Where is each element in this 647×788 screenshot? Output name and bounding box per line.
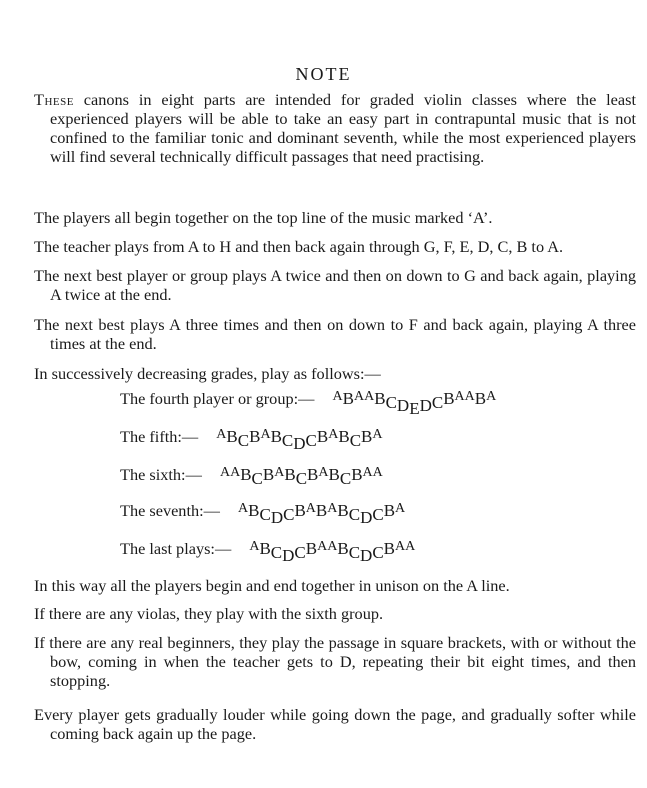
- note-letter: A: [327, 501, 338, 516]
- note-sequence: [249, 539, 416, 565]
- note-letter: B: [240, 465, 252, 484]
- note-letter: C: [385, 393, 397, 412]
- note-letter: D: [293, 434, 306, 453]
- note-letter: C: [295, 469, 308, 488]
- note-letter: A: [318, 465, 329, 480]
- next-best-three-paragraph: The next best plays A three times and then on down to F and back again, playing A three times at the end.: [34, 315, 636, 353]
- note-letter: A: [353, 389, 365, 404]
- note-letter: B: [337, 501, 349, 520]
- note-letter: C: [372, 543, 384, 562]
- note-letter: A: [332, 389, 343, 404]
- note-letter: C: [259, 505, 271, 524]
- note-letter: A: [216, 427, 227, 442]
- note-letter: A: [327, 539, 338, 554]
- note-letter: A: [249, 539, 260, 554]
- note-letter: A: [230, 465, 241, 480]
- note-sequence: [332, 389, 497, 418]
- note-letter: B: [248, 501, 260, 520]
- grade-label: The last plays:—: [120, 539, 232, 558]
- note-letter: E: [409, 399, 420, 418]
- note-letter: B: [315, 501, 328, 520]
- teacher-paragraph: The teacher plays from A to H and then back again through G, F, E, D, C, B to A.: [34, 237, 564, 256]
- grade-label: The fifth:—: [120, 427, 199, 446]
- note-letter: C: [283, 505, 295, 524]
- note-letter: B: [226, 427, 238, 446]
- note-letter: B: [284, 465, 296, 484]
- note-letter: A: [328, 427, 339, 442]
- note-letter: C: [339, 469, 352, 488]
- note-letter: C: [294, 543, 306, 562]
- note-letter: C: [348, 543, 361, 562]
- grade-row-last: [120, 539, 416, 565]
- grade-row-sixth: [120, 465, 383, 486]
- note-letter: A: [464, 389, 475, 404]
- note-letter: C: [270, 543, 283, 562]
- note-letter: A: [395, 539, 406, 554]
- note-letter: B: [374, 389, 386, 408]
- note-letter: B: [342, 389, 354, 408]
- intro-paragraph: [34, 90, 636, 166]
- note-letter: A: [317, 539, 328, 554]
- note-sequence: [220, 465, 383, 486]
- note-letter: A: [486, 389, 497, 404]
- grade-row-fourth: [120, 389, 497, 418]
- note-letter: C: [372, 505, 384, 524]
- note-letter: A: [305, 501, 316, 516]
- note-letter: D: [360, 546, 373, 565]
- note-letter: A: [260, 427, 271, 442]
- begin-paragraph: The players all begin together on the top line of the music marked ‘A’.: [34, 208, 493, 227]
- note-letter: A: [274, 465, 285, 480]
- note-letter: B: [249, 427, 261, 446]
- note-letter: D: [396, 396, 410, 415]
- note-letter: B: [259, 539, 271, 558]
- note-letter: B: [361, 427, 373, 446]
- note-sequence: [238, 501, 406, 527]
- note-letter: B: [305, 539, 318, 558]
- grade-label: The fourth player or group:—: [120, 389, 315, 408]
- grade-row-seventh: [120, 501, 406, 527]
- note-letter: D: [282, 546, 295, 565]
- next-best-paragraph: The next best player or group plays A twice and then on down to G and back again, playing A twice at the end.: [34, 266, 636, 304]
- note-letter: C: [431, 393, 444, 412]
- note-letter: D: [270, 508, 284, 527]
- note-letter: B: [474, 389, 487, 408]
- note-letter: B: [307, 465, 319, 484]
- intro-lead-word: These: [34, 90, 74, 109]
- beginners-paragraph: If there are any real beginners, they play the passage in square brackets, with or without the bow, coming in when the teacher gets to D, repeating their bit eight times, and then stopping.: [34, 633, 636, 690]
- note-letter: B: [383, 539, 395, 558]
- note-letter: D: [419, 396, 432, 415]
- intro-text: canons in eight parts are intended for graded violin classes where the least experienced players will be able to take an easy part in contrapuntal music that is not confined to the familiar tonic and dominant seventh, while the most experienced players will find several technically difficult passages that need practising.: [50, 90, 636, 166]
- note-letter: B: [328, 465, 340, 484]
- note-letter: C: [305, 431, 317, 450]
- note-letter: A: [395, 501, 406, 516]
- note-letter: C: [251, 469, 263, 488]
- note-letter: B: [351, 465, 363, 484]
- unison-paragraph: In this way all the players begin and end together in unison on the A line.: [34, 576, 510, 595]
- note-letter: A: [219, 465, 231, 480]
- note-letter: C: [281, 431, 294, 450]
- violas-paragraph: If there are any violas, they play with the sixth group.: [34, 604, 384, 623]
- note-letter: C: [348, 505, 361, 524]
- note-letter: B: [383, 501, 396, 520]
- note-letter: A: [362, 465, 373, 480]
- page-title: NOTE: [295, 64, 352, 84]
- note-letter: B: [316, 427, 329, 446]
- note-letter: B: [262, 465, 275, 484]
- note-letter: A: [372, 465, 383, 480]
- note-letter: B: [270, 427, 282, 446]
- note-sequence: [216, 427, 383, 453]
- note-letter: B: [337, 539, 349, 558]
- note-letter: A: [405, 539, 416, 554]
- grades-intro-paragraph: In successively decreasing grades, play as follows:—: [34, 364, 381, 383]
- grade-row-fifth: [120, 427, 383, 453]
- note-letter: C: [349, 431, 362, 450]
- note-letter: B: [294, 501, 306, 520]
- louder-paragraph: Every player gets gradually louder while going down the page, and gradually softer while coming back again up the page.: [34, 705, 636, 743]
- note-letter: B: [338, 427, 350, 446]
- note-letter: A: [454, 389, 465, 404]
- grade-label: The seventh:—: [120, 501, 220, 520]
- note-letter: A: [364, 389, 375, 404]
- note-letter: A: [372, 427, 383, 442]
- note-letter: D: [360, 508, 373, 527]
- note-letter: B: [443, 389, 455, 408]
- note-letter: C: [237, 431, 250, 450]
- grade-label: The sixth:—: [120, 465, 202, 484]
- note-letter: A: [238, 501, 249, 516]
